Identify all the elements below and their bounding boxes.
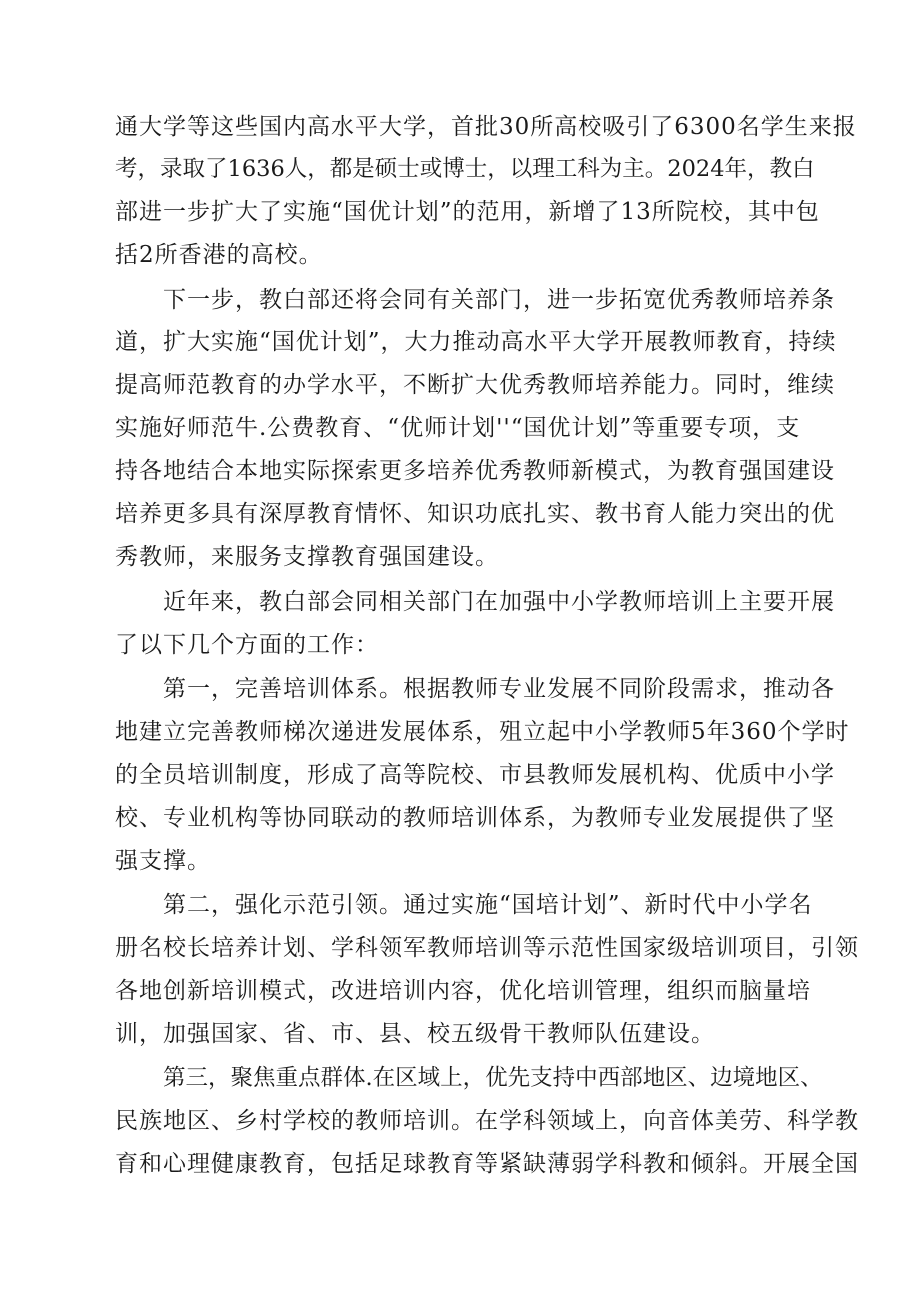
text-line: 训，加强国家、省、市、县、校五级骨干教师队伍建设。 [115,1021,715,1047]
text-line: 校、专业机构等协同联动的教师培训体系，为教师专业发展提供了坚 [115,805,835,831]
text-line: 地建立完善教师梯次递进发展体系，殂立起中小学教师5年360个学时 [115,719,850,745]
text-line: 培养更多具有深厚教育情怀、知识功底扎实、教书育人能力突出的优 [115,501,835,527]
text-line: 的全员培训制度，形成了高等院校、市县教师发展机构、优质中小学 [115,762,835,788]
text-line: 持各地结合本地实际探索更多培养优秀教师新模式，为教育强国建设 [115,458,835,484]
text-line: 通大学等这些国内高水平大学，首批30所高校吸引了6300名学生来报 [115,114,857,140]
paragraph-start-line: 下一步，教白部还将会同有关部门，进一步拓宽优秀教师培养条 [163,287,835,313]
text-line: 秀教师，来服务支撑教育强国建设。 [115,544,499,570]
text-line: 提高师范教育的办学水平，不断扩大优秀教师培养能力。同时，维续 [115,372,835,398]
text-line: 道，扩大实施“国优计划”，大力推动高水平大学开展教师教育，持续 [115,329,837,355]
text-line: 实施好师范牛.公费教育、“优师计划''“国优计划”等重要专项，支 [115,415,801,441]
text-line: 了以下几个方面的工作： [115,632,379,658]
paragraph-start-line: 近年来，教白部会同相关部门在加强中小学教师培训上主要开展 [163,589,835,615]
text-line: 部进一步扩大了实施“国优计划”的范用，新增了13所院校，其中包 [115,199,820,225]
paragraph-start-line: 第三，聚焦重点群体.在区域上，优先支持中西部地区、边境地区、 [163,1065,823,1091]
paragraph-start-line: 第二，强化示范引领。通过实施“国培计划”、新时代中小学名 [163,892,813,918]
text-line: 民族地区、乡村学校的教师培训。在学科领域上，向音体美劳、科学教 [115,1108,859,1134]
text-line: 强支撑。 [115,848,211,874]
text-line: 育和心理健康教育，包括足球教育等紧缺薄弱学科教和倾斜。开展全国 [115,1151,859,1177]
text-line: 册名校长培养计划、学科领军教师培训等示范性国家级培训项目，引领 [115,935,859,961]
paragraph-start-line: 第一，完善培训体系。根据教师专业发展不同阶段需求，推动各 [163,676,835,702]
text-line: 括2所香港的高校。 [115,242,323,268]
text-line: 考，录取了1636人，都是硕士或博士，以理工科为主。2024年，教白 [115,156,815,182]
text-line: 各地创新培训模式，改进培训内容，优化培训管理，组织而脑量培 [115,978,811,1004]
